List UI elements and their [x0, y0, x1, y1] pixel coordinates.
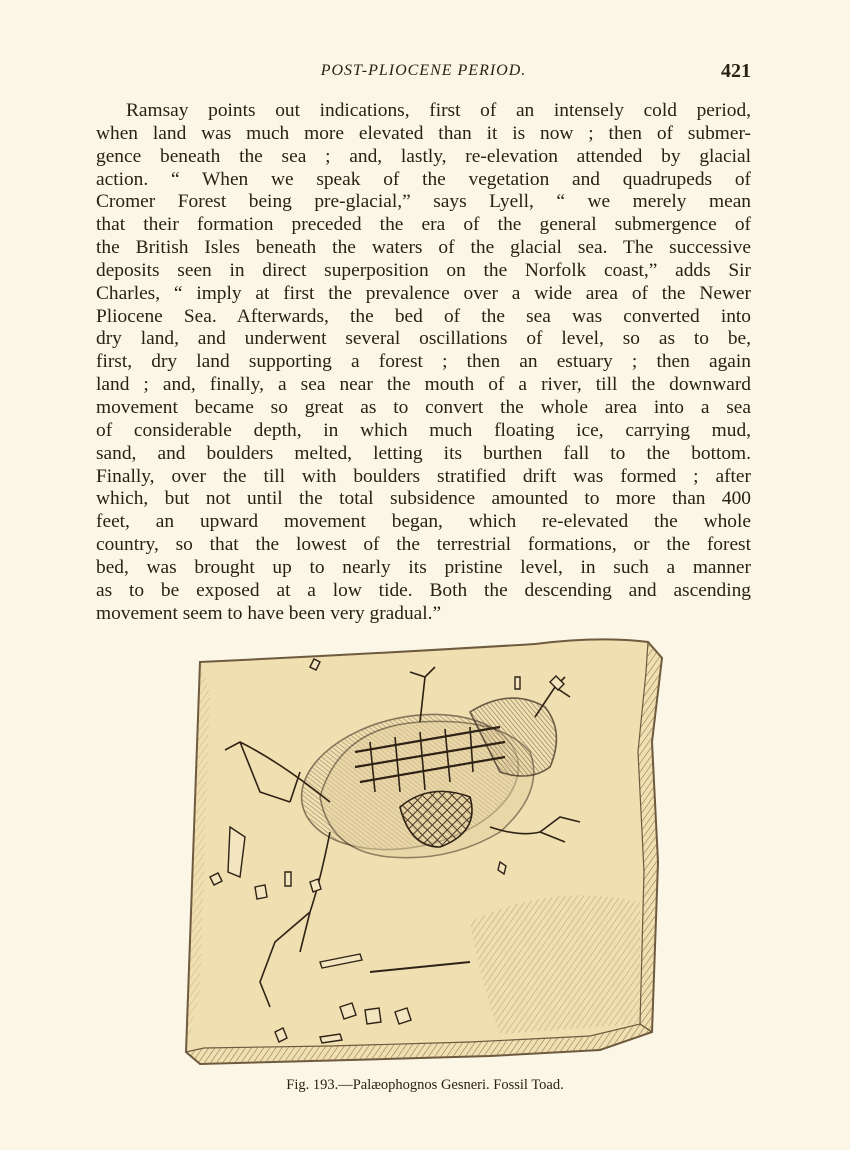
page-number: 421 [721, 60, 751, 82]
fossil-toad-illustration [170, 632, 670, 1072]
body-paragraph [96, 100, 751, 625]
text-line: as to be exposed at a low tide. Both the descending and ascending [96, 579, 751, 601]
text-line: deposits seen in direct superposition on the Norfolk coast,” adds Sir [96, 259, 751, 281]
text-line: feet, an upward movement began, which re-elevated the whole [96, 511, 751, 533]
text-line: land ; and, finally, a sea near the mouth of a river, till the downward [96, 374, 751, 396]
text-line: country, so that the lowest of the terrestrial formations, or the forest [96, 534, 751, 556]
text-line: Charles, “ imply at first the prevalence over a wide area of the Newer [96, 282, 751, 304]
text-line: which, but not until the total subsidence amounted to more than 400 [96, 488, 751, 510]
text-line: Ramsay points out indications, first of an intensely cold period, [126, 100, 751, 121]
text-line: Pliocene Sea. Afterwards, the bed of the sea was converted into [96, 305, 751, 327]
text-line: dry land, and underwent several oscillations of level, so as to be, [96, 328, 751, 350]
text-line: the British Isles beneath the waters of the glacial sea. The successive [96, 237, 751, 259]
text-line: bed, was brought up to nearly its pristine level, in such a manner [96, 556, 751, 578]
running-title: POST-PLIOCENE PERIOD. [320, 62, 527, 79]
running-head [96, 62, 751, 86]
text-line: Cromer Forest being pre-glacial,” says Lyell, “ we merely mean [96, 191, 751, 213]
text-line: movement became so great as to convert the whole area into a sea [96, 396, 751, 418]
text-line: that their formation preceded the era of the general submergence of [96, 214, 751, 236]
text-line: of considerable depth, in which much floating ice, carrying mud, [96, 419, 751, 441]
text-line: movement seem to have been very gradual.” [96, 602, 442, 624]
text-line: action. “ When we speak of the vegetation and quadrupeds of [96, 168, 751, 190]
text-line: sand, and boulders melted, letting its burthen fall to the bottom. [96, 442, 751, 464]
text-line: gence beneath the sea ; and, lastly, re-elevation attended by glacial [96, 145, 751, 167]
text-line: first, dry land supporting a forest ; then an estuary ; then again [96, 351, 751, 373]
text-line: when land was much more elevated than it is now ; then of submer- [96, 122, 751, 144]
figure-caption: Fig. 193.—Palæophognos Gesneri. Fossil Toad. [286, 1077, 564, 1093]
text-line: Finally, over the till with boulders stratified drift was formed ; after [96, 465, 751, 487]
